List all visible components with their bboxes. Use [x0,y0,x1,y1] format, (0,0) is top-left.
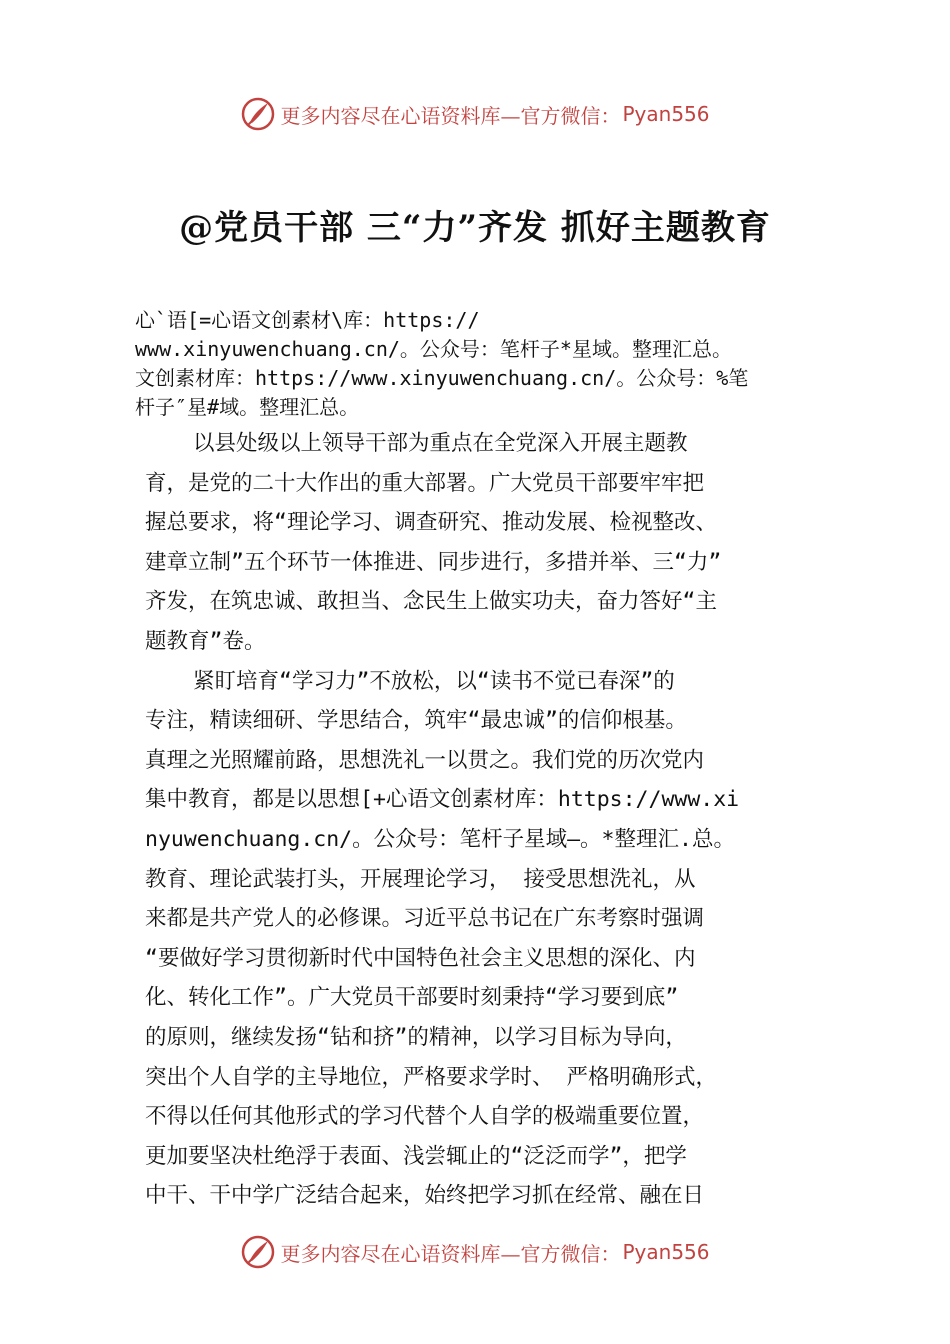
text-line: 紧盯培育“学习力”不放松，以“读书不觉已春深”的 [193,668,675,694]
footer-banner [0,1232,950,1272]
header-banner [0,94,950,134]
paragraph-1 [145,424,810,662]
text-line: 题教育”卷。 [145,628,266,654]
quill-logo-icon [240,1234,276,1270]
text-line: “要做好学习贯彻新时代中国特色社会主义思想的深化、内 [145,945,696,971]
banner-text: 更多内容尽在心语资料库—官方微信： [280,103,621,128]
text-line: 更加要坚决杜绝浮于表面、浅尝辄止的“泛泛而学”，把学 [145,1143,687,1169]
note-line: 文创素材库：https://www.xinyuwenchuang.cn/。公众号：%笔 [135,366,749,390]
text-line: 来都是共产党人的必修课。习近平总书记在广东考察时强调 [145,906,705,932]
text-line: 突出个人自学的主导地位，严格要求学时、 严格明确形式， [145,1064,717,1090]
note-line: 杆子″星#域。整理汇总。 [135,395,360,419]
text-line: 以县处级以上领导干部为重点在全党深入开展主题教 [193,431,688,456]
banner-text: 更多内容尽在心语资料库—官方微信： [280,1241,621,1266]
source-note [135,306,845,422]
document-title: @党员干部 三“力”齐发 抓好主题教育 [179,208,771,248]
text-line: 不得以任何其他形式的学习代替个人自学的极端重要位置， [145,1104,705,1130]
text-line: 真理之光照耀前路，思想洗礼一以贯之。我们党的历次党内 [145,747,705,773]
text-line: 专注，精读细研、学思结合，筑牢“最忠诚”的信仰根基。 [145,708,687,734]
text-line: 建章立制”五个环节一体推进、同步进行，多措并举、三“力” [145,549,722,575]
note-line: www.xinyuwenchuang.cn/。公众号：笔杆子*星域。整理汇总。 [135,337,732,361]
text-line: 中干、干中学广泛结合起来，始终把学习抓在经常、融在日 [145,1183,705,1209]
text-line: 教育、理论武装打头，开展理论学习， 接受思想洗礼，从 [145,866,696,892]
banner-wechat-id: Pyan556 [622,102,710,126]
banner-wechat-id: Pyan556 [622,1240,710,1264]
text-line: 的原则，继续发扬“钻和挤”的精神，以学习目标为导向， [145,1024,687,1050]
quill-logo-icon [240,96,276,132]
text-line: 育，是党的二十大作出的重大部署。广大党员干部要牢牢把 [145,470,705,496]
text-line: 化、转化工作”。广大党员干部要时刻秉持“学习要到底” [145,985,679,1011]
note-line: 心`语[=心语文创素材\库：https:// [135,308,480,332]
text-line: 握总要求，将“理论学习、调查研究、推动发展、检视整改、 [145,510,717,536]
text-line: 齐发，在筑忠诚、敢担当、念民生上做实功夫，奋力答好“主 [145,589,717,615]
text-line: nyuwenchuang.cn/。公众号：笔杆子星域—。*整理汇.总。 [145,826,735,852]
paragraph-2 [145,662,810,1216]
document-body [145,424,810,1216]
text-line: 集中教育，都是以思想[+心语文创素材库：https://www.xi [145,787,740,813]
